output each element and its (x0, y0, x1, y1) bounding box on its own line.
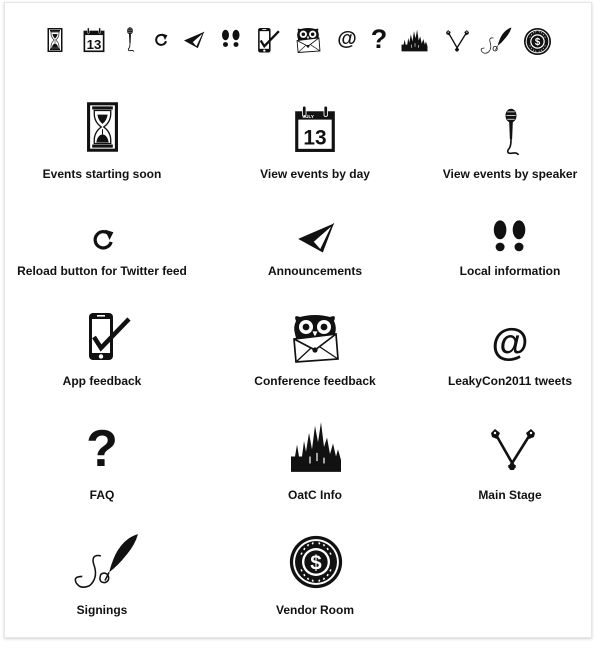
phone-check-icon (257, 27, 281, 54)
item-label: Local information (459, 264, 561, 278)
item-label: Reload button for Twitter feed (17, 264, 187, 278)
item-label: View events by speaker (442, 167, 578, 181)
castle-icon (401, 29, 428, 52)
item-oatc-info[interactable] (220, 421, 410, 501)
svg-text:JULY: JULY (302, 114, 315, 120)
castle-icon (290, 421, 342, 473)
owl-letter-icon (295, 27, 321, 53)
paper-plane-icon (183, 30, 205, 50)
calendar-icon (83, 27, 105, 53)
item-label: Conference feedback (254, 374, 376, 388)
at-sign-icon: @ (491, 322, 529, 364)
icon-sheet (4, 2, 592, 638)
item-conference-feedback[interactable] (220, 313, 410, 393)
item-label: OatC Info (288, 488, 342, 502)
owl-letter-icon (290, 313, 340, 363)
item-announcements[interactable] (220, 221, 410, 281)
item-signings[interactable] (7, 533, 197, 619)
quill-signature-icon (73, 533, 139, 591)
question-mark-icon: ? (86, 420, 118, 478)
item-label: FAQ (89, 488, 115, 502)
footprints-icon (220, 29, 242, 49)
item-label: View events by day (260, 167, 370, 181)
item-leakycon2011-tweets[interactable] (415, 323, 600, 393)
item-events-starting-soon[interactable] (7, 101, 197, 183)
crossed-wands-icon (489, 427, 537, 471)
crossed-wands-icon (445, 29, 470, 52)
item-main-stage[interactable] (415, 427, 600, 503)
item-label: Main Stage (478, 488, 542, 502)
item-faq[interactable] (7, 420, 197, 503)
footprints-icon (490, 219, 530, 255)
quill-signature-icon (480, 27, 512, 55)
microphone-icon (500, 107, 522, 159)
item-view-events-by-speaker[interactable] (415, 101, 600, 183)
item-vendor-room[interactable] (220, 534, 410, 620)
item-label: Announcements (267, 264, 362, 278)
paper-plane-icon (296, 221, 336, 255)
microphone-icon (124, 27, 136, 53)
calendar-icon (294, 105, 336, 153)
item-label: App feedback (62, 374, 142, 388)
vendor-seal-icon (288, 534, 344, 590)
item-label: Vendor Room (275, 603, 354, 617)
item-label: Signings (76, 603, 128, 617)
svg-text:$: $ (534, 36, 541, 48)
at-sign-icon: @ (337, 28, 357, 50)
reload-icon (90, 227, 116, 253)
svg-text:$: $ (310, 551, 322, 575)
vendor-seal-icon (523, 27, 552, 56)
reload-icon (153, 32, 169, 48)
item-local-information[interactable] (415, 219, 600, 279)
question-mark-icon: ? (370, 24, 388, 54)
svg-text:13: 13 (86, 36, 102, 52)
item-view-events-by-day[interactable] (220, 101, 410, 183)
icon-strip (5, 24, 591, 63)
item-app-feedback[interactable] (7, 311, 197, 391)
phone-check-icon (87, 311, 133, 363)
hourglass-icon (47, 27, 63, 53)
item-label: LeakyCon2011 tweets (447, 374, 573, 388)
svg-text:13: 13 (303, 126, 327, 150)
item-label: Events starting soon (42, 167, 162, 181)
hourglass-icon (86, 101, 119, 153)
item-reload-twitter-feed[interactable] (7, 221, 197, 281)
